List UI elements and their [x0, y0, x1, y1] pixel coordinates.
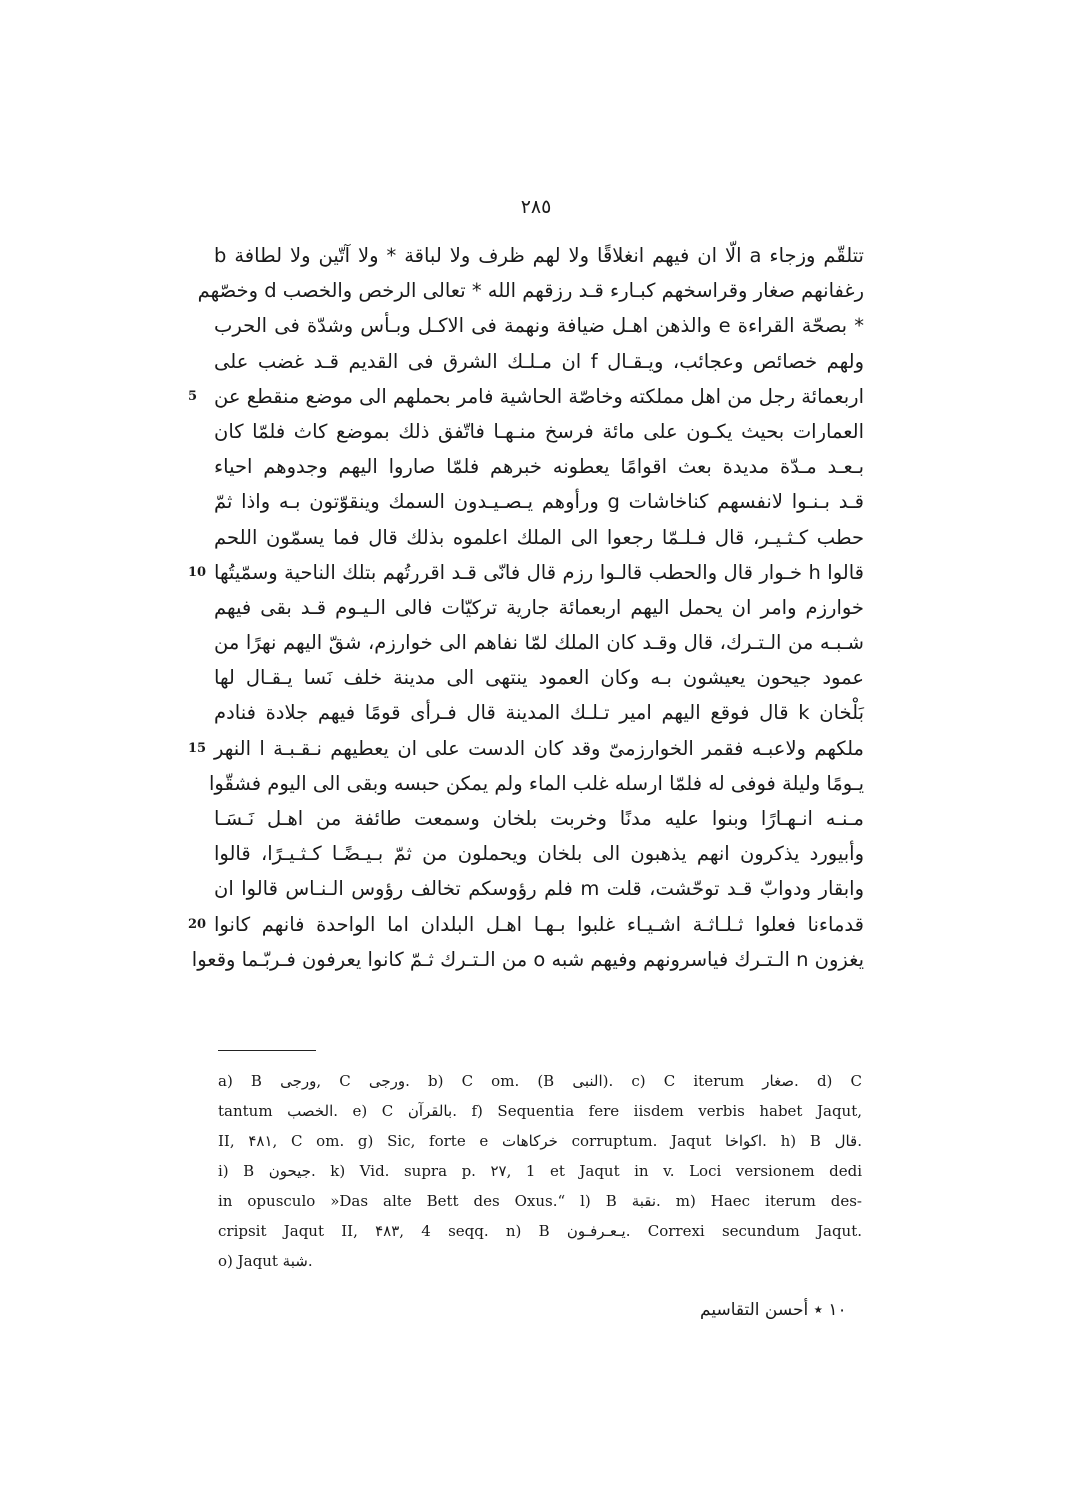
text-line: [214, 238, 864, 273]
footnotes: [218, 1066, 862, 1276]
line-text: قالوا h خـوار قال والحطب قالـوا رزم قال فانّى قـد اقررتُهم بتلك الناحية وسمّيتُها: [214, 560, 864, 584]
footnote-separator: [218, 1050, 316, 1051]
footnote-line: tantum الخصب. e) C بالقرآن. f) Sequentia fere iisdem verbis habet Jaqut,: [218, 1102, 863, 1120]
line-text: العمارات بحيث يكـون على مائة فرسخ منـهـا فاتّفق ذلك بموضع كاث فلمّا كان: [214, 419, 864, 443]
text-line: [214, 484, 864, 519]
text-line: [214, 695, 864, 730]
line-text: قدماءنا فعلوا ثـلـاثـة اشـيـاء غلبوا بـهـا اهـل البلدان اما الواحدة فانهم كانوا: [214, 912, 864, 936]
arabic-main-text: [188, 238, 865, 977]
text-line: [197, 273, 864, 308]
line-text: ملكهم ولاعبـه فقمر الخوارزمىّ وقد كان الدست على ان يعطيهم نـقـبـة l النهر: [214, 736, 864, 760]
text-line: [214, 520, 864, 555]
text-line: [214, 590, 864, 625]
footnote-line: a) B ورجى, C ورجى. b) C om. (B النبى). c) C iterum صغار. d) C: [218, 1072, 862, 1090]
text-line: [214, 308, 864, 343]
line-text: بَلْخان k قال فوقع اليهم امير تـلـك المدينة قال فـرأى قومًا فيهم جلادة فنادم: [214, 701, 865, 725]
text-line: [188, 731, 864, 766]
line-text: رغفانهم صغار وقراسخهم كبـارء قـد رزقهم الله * تعالى الرخص والخصب d وخصّهم: [197, 279, 864, 303]
line-text: شـبـه من الـتـرك، قال وقـد كان الملك لمّا نفاهم الى خوارزم، شقّ اليهم نهرًا من: [214, 631, 864, 655]
footnote-line: o) Jaqut شبة.: [218, 1252, 313, 1270]
line-number: 15: [188, 740, 207, 756]
text-line: [214, 449, 864, 484]
line-text: خوارزم وامر ان يحمل اليهم اربعمائة جارية تركيّات فالى الـيـوم قـد بقى فيهم: [214, 595, 864, 619]
line-text: تتلقّم وزجاء a الّا ان فيهم انغلاقًا ولا لهم ظرف ولا لباقة * ولا آتّين ولا لطافة b: [214, 244, 864, 267]
text-line: [191, 942, 864, 977]
line-text: * بصحّة القراءة e والذهن اهـل ضيافة ونهمة فى الاكـل وبـأس وشدّة فى الحرب: [214, 314, 864, 338]
line-text: مـنـه انـهـارًا وبنوا عليه مدنًا وخربت بلخان وسمعت طائفة من اهـل نَـسَـا: [214, 807, 864, 830]
line-text: وأبيورد يذكرون انهم يذهبون الى بلخان ويحملون من ثمّ بـيـضًـا كـثـيـرًا، قالوا: [214, 842, 864, 866]
signature-mark: ١٠ ٭ أحسن التقاسيم: [700, 1300, 847, 1320]
text-line: [214, 414, 864, 449]
line-text: ولهم خصائص وعجائب، ويـقـال f ان مـلـك الشرق فى القديم قـد غضب على: [214, 349, 864, 373]
text-line: [214, 871, 864, 906]
text-line: [188, 907, 864, 942]
footnote-line: cripsit Jaqut II, ۴٨٣, 4 seqq. n) B يـعـرفـون. Correxi secundum Jaqut.: [218, 1222, 862, 1240]
text-line: [214, 625, 864, 660]
line-text: اربعمائة رجل من اهل مملكته وخاصّة الحاشية فامر بحملهم الى موضع منقطع عن: [214, 384, 864, 408]
page-number: ٢٨٥: [520, 196, 552, 218]
text-line: [214, 660, 864, 695]
footnote-line: in opusculo »Das alte Bett des Oxus.“ l) B نقبة. m) Haec iterum des-: [218, 1192, 862, 1210]
line-text: بـعـد مـدّة مديدة بعث اقوامًا يعطونه خبرهم فلمّا صاروا اليهم وجدوهم احياء: [214, 455, 864, 479]
line-text: حطب كـثـيـر، قال فـلـمّا رجعوا الى الملك اعلموه بذلك قال فما يسمّون اللحم: [214, 525, 864, 549]
footnote-line: II, ۴۸۱, C om. g) Sic, forte e خركاهات corruptum. Jaqut اكواخا. h) B قال.: [218, 1132, 862, 1150]
line-text: يـومًا وليلة فوفى له فلمّا ارسله غلب الماء ولم يمكن حبسه وبقى الى اليوم فشقّوا: [209, 771, 864, 795]
line-text: وابقار ودوابّ قـد توحّشت، قلت m فلم رؤوسكم تخالف رؤوس الـنـاس قالوا ان: [214, 877, 865, 901]
line-number: 5: [188, 388, 198, 404]
line-text: قـد بـنـوا لانفسهم كناخاشات g ورأوهم يـصـيـدون السمك وينقوّتون بـه واذا ثمّ: [214, 490, 864, 514]
text-line: [214, 836, 864, 871]
text-line: [188, 555, 864, 590]
line-text: عمود جيحون يعيشون بـه وكان العمود ينتهى الى مدينة خلف نَسا يـقـال لها: [214, 666, 864, 690]
text-line: [214, 801, 864, 836]
line-text: يغزون n الـتـرك فياسرونهم وفيهم شبه o من الـتـرك ثـمّ كانوا يعرفون فـربّـما وقعوا: [191, 947, 864, 971]
line-number: 20: [188, 916, 207, 932]
text-line: [209, 766, 864, 801]
text-line: [214, 344, 864, 379]
footnote-line: i) B جيحون. k) Vid. supra p. ٢٧, 1 et Jaqut in v. Loci versionem dedi: [218, 1162, 863, 1180]
line-number: 10: [188, 564, 207, 580]
text-line: [188, 379, 864, 414]
